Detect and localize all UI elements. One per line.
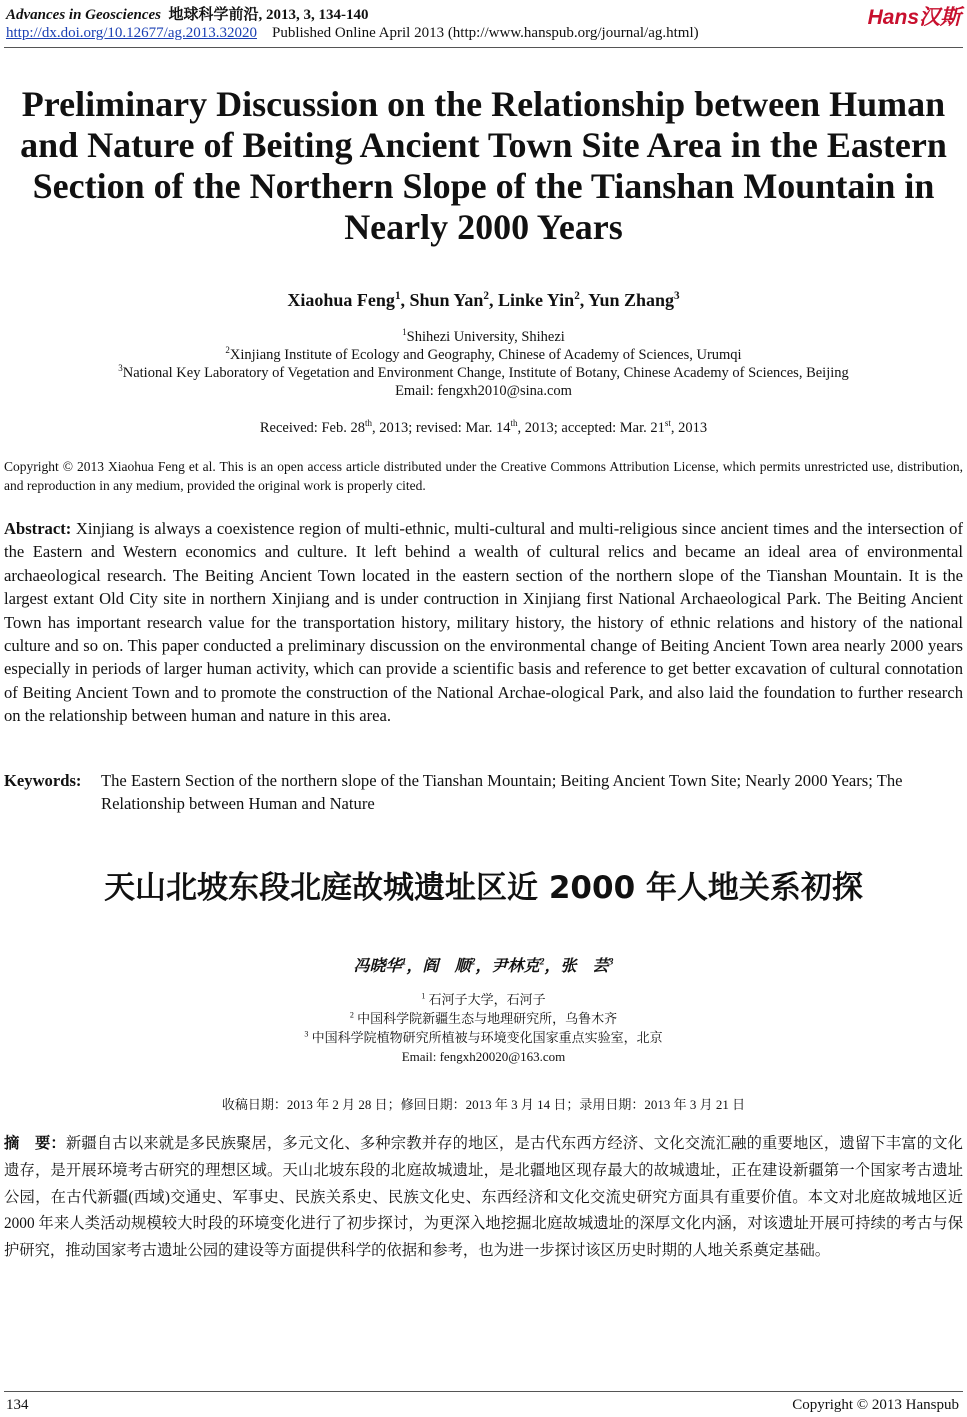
affiliation: $^1$Shihezi University, Shihezi [402,327,565,345]
cn-abstract-text: 新疆自古以来就是多民族聚居，多元文化、多种宗教并存的地区，是古代东西方经济、文化交流汇融的重要地区，遗留下丰富的文化遗存，是开展环境考古研究的理想区域。天山北坡东段的北庭故城遗址，是北疆地区现存最大的故城遗址，正在建设新疆第一个国家考古遗址公园，在古代新疆(西域)交通史、军事史、民族关系史、民族文化史、东西经济和文化交流史研究方面具有重要价值。本文对北庭故城地区近 2000 年来人类活动规模较大时段的环境变化进行了初步探讨，为更深入地挖掘北庭故城遗址的深厚文化内涵，对该遗址开展可持续的考古与保护研究，推动国家考古遗址公园的建设等方面提供科学的依据和参考，也为进一步探讨该区历史时期的人地关系奠定基础。 [4,1135,963,1260]
cn-author-name: 张 芸 [560,958,609,975]
footer-copyright: Copyright © 2013 Hanspub [792,1397,959,1413]
author-email: Email: fengxh2010@sina.com [395,383,572,399]
header-divider [4,47,963,48]
keywords-label: Keywords: [4,771,82,790]
cn-author-email: Email: fengxh20020@163.com [401,1049,566,1064]
cn-paper-title: 天山北坡东段北庭故城遗址区近 2000 年人地关系初探 [104,870,863,906]
journal-name: Advances in Geosciences [6,7,161,23]
cn-affiliations [0,990,967,1066]
affiliations [0,328,967,400]
affiliation: $^2$Xinjiang Institute of Ecology and Geography, Chinese of Academy of Sciences, Urumqi [225,345,742,363]
page-number: 134 [6,1397,29,1413]
doi-link[interactable]: http://dx.doi.org/10.12677/ag.2013.32020 [6,25,257,41]
author-name: Linke Yin [497,290,575,310]
copyright-notice: Copyright © 2013 Xiaohua Feng et al. This is an open access article distributed under the Creative Commons Attribution License, which permits unrestricted use, distribution, and reproduction in any medium, provided the original work is properly cited. [4,459,963,493]
journal-info: 地球科学前沿, 2013, 3, 134-140 [168,7,369,23]
received-dates: Received: Feb. 28th, 2013; revised: Mar. 14th, 2013; accepted: Mar. 21st, 2013 [259,418,708,436]
keywords-text: The Eastern Section of the northern slope of the Tianshan Mountain; Beiting Ancient Town Site; Nearly 2000 Years; The Relationship between Human and Nature [101,771,903,813]
abstract [4,517,963,728]
author-sup: 2 [483,290,489,302]
cn-received-dates: 收稿日期：2013 年 2 月 28 日；修回日期：2013 年 3 月 14 日；录用日期：2013 年 3 月 21 日 [221,1097,746,1112]
cn-affiliation: $^1$ 石河子大学，石河子 [421,991,546,1007]
author-sup: 1 [394,290,401,302]
affiliation: $^3$National Key Laboratory of Vegetation and Environment Change, Institute of Botany, Chinese Academy of Sciences, Beijing [118,363,849,381]
cn-author-list: 冯晓华$^1$，阎 顺$^2$，尹林克$^2$，张 芸$^3$ [353,956,614,975]
author-sup: 3 [674,290,680,302]
author-name: Shun Yan [409,290,484,310]
cn-author-name: 冯晓华 [353,958,402,975]
cn-author-name: 阎 顺 [422,958,471,975]
cn-author-name: 尹林克 [491,958,540,975]
author-name: Yun Zhang [588,290,675,310]
cn-affiliation: $^2$ 中国科学院新疆生态与地理研究所，乌鲁木齐 [349,1010,618,1026]
footer-divider [4,1391,963,1392]
cn-abstract-label: 摘 要： [4,1135,66,1152]
published-online: Published Online April 2013 (http://www.hanspub.org/journal/ag.html) [271,25,699,41]
journal-header [6,3,368,24]
abstract-label: Abstract: [4,519,72,538]
abstract-text: Xinjiang is always a coexistence region of multi-ethnic, multi-cultural and multi-religious since ancient times and the intersection of the Eastern and Western economics and culture. It left behind a wealth of cultural relics and became an ideal area of environmental archaeological research. The Beiting Ancient Town located in the eastern section of the northern slope of the Tianshan Mountain. It is the largest extant Old City site in northern Xinjiang and is under contruction in Xinjiang first National Archaeological Park. The Beiting Ancient Town has important research value for the transportation history, military history, the history of ethnic relations and history of the national culture and so on. This paper conducted a preliminary discussion on the environmental change of Beiting Ancient Town area nearly 2000 years especially in periods of larger human activity, which can provide a scientific basis and reference to get better excavation of cultural connotation of Beiting Ancient Town and to promote the construction of the National Archae-ological Park, and also laid the foundation to further research on the relationship between human and nature in this area. [4,519,964,726]
cn-affiliation: $^3$ 中国科学院植物研究所植被与环境变化国家重点实验室，北京 [304,1029,663,1045]
keywords [4,769,963,815]
author-name: Xiaohua Feng [287,290,395,310]
hanspub-logo: Hans汉斯 [867,6,961,29]
journal-links [6,25,699,42]
cn-abstract [4,1131,963,1265]
paper-title: Preliminary Discussion on the Relationship between Human and Nature of Beiting Ancient Town Site Area in the Eastern Section of the Northern Slope of the Tianshan Mountain in Nearly 2000 Years [20,84,947,247]
author-sup: 2 [574,290,580,302]
author-list: Xiaohua Feng$^1$, Shun Yan$^2$, Linke Yin$^2$, Yun Zhang$^3$ [287,290,680,310]
